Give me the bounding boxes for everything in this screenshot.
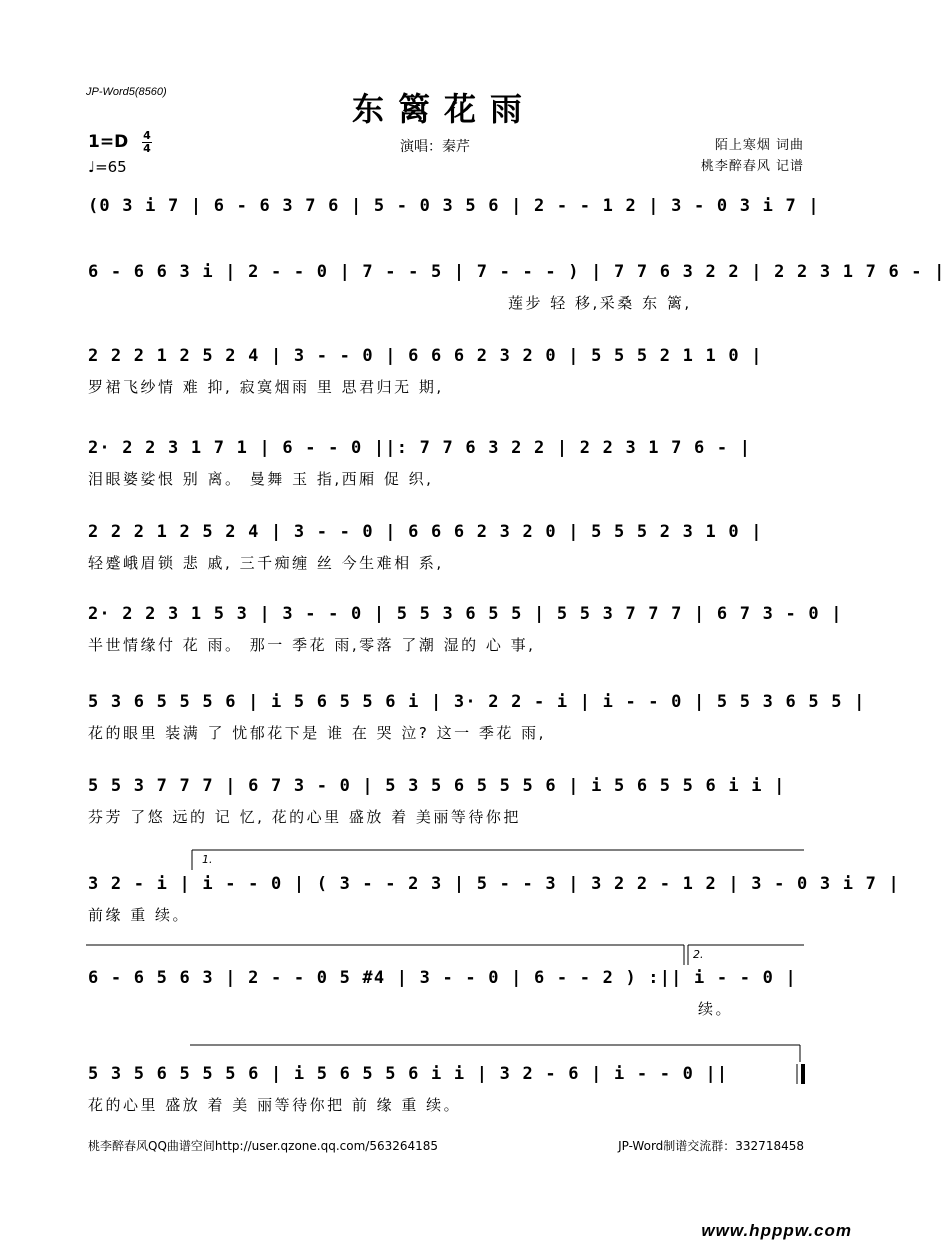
music-line-6: 2· 2 2 3 1 5 3 | 3 - - 0 | 5 5 3 6 5 5 | 5 5 3 7 7 7 | 6 7 3 - 0 | xyxy=(88,604,843,624)
lyric-line-5: 轻蹙峨眉锁 悲 戚, 三千痴缠 丝 今生难相 系, xyxy=(88,554,444,572)
key-signature: 1=D xyxy=(88,132,129,152)
watermark: www.hpppw.com xyxy=(701,1221,852,1240)
lyric-line-3: 罗裙飞纱情 难 抑, 寂寞烟雨 里 思君归无 期, xyxy=(88,378,444,396)
music-line-5: 2 2 2 1 2 5 2 4 | 3 - - 0 | 6 6 6 2 3 2 0 | 5 5 5 2 3 1 0 | xyxy=(88,522,763,542)
lyric-line-10: 续。 xyxy=(698,1000,734,1018)
music-line-10: 6 - 6 5 6 3 | 2 - - 0 5 #4 | 3 - - 0 | 6 - - 2 ) :|| i - - 0 | xyxy=(88,968,797,988)
footer-right: JP-Word制谱交流群：332718458 xyxy=(618,1139,804,1153)
meter-bottom: 4 xyxy=(143,142,151,155)
music-line-3: 2 2 2 1 2 5 2 4 | 3 - - 0 | 6 6 6 2 3 2 0 | 5 5 5 2 1 1 0 | xyxy=(88,346,763,366)
lyric-line-2: 莲步 轻 移,采桑 东 篱, xyxy=(508,294,692,312)
lyric-line-11: 花的心里 盛放 着 美 丽等待你把 前 缘 重 续。 xyxy=(88,1096,462,1114)
music-line-9: 3 2 - i | i - - 0 | ( 3 - - 2 3 | 5 - - 3 | 3 2 2 - 1 2 | 3 - 0 3 i 7 | xyxy=(88,874,900,894)
transcriber-credit: 桃李醉春风 记谱 xyxy=(700,159,804,174)
lyric-line-7: 花的眼里 装满 了 忧郁花下是 谁 在 哭 泣? 这一 季花 雨, xyxy=(88,724,546,742)
footer-left: 桃李醉春风QQ曲谱空间http://user.qzone.qq.com/563264185 xyxy=(88,1139,439,1153)
music-line-1: (0 3 i 7 | 6 - 6 3 7 6 | 5 - 0 3 5 6 | 2 - - 1 2 | 3 - 0 3 i 7 | xyxy=(88,196,820,216)
meter-top: 4 xyxy=(143,129,151,142)
song-title: 东篱花雨 xyxy=(351,90,536,128)
software-label: JP-Word5(8560) xyxy=(86,86,167,98)
volta-first-label: 1. xyxy=(202,853,213,866)
final-barline-thick xyxy=(801,1064,805,1084)
lyricist-composer-credit: 陌上寒烟 词曲 xyxy=(714,138,804,153)
tempo-marking: ♩=65 xyxy=(88,158,127,176)
music-line-8: 5 5 3 7 7 7 | 6 7 3 - 0 | 5 3 5 6 5 5 5 6 | i 5 6 5 5 6 i i | xyxy=(88,776,786,796)
music-line-2: 6 - 6 6 3 i | 2 - - 0 | 7 - - 5 | 7 - - - ) | 7 7 6 3 2 2 | 2 2 3 1 7 6 - | xyxy=(88,262,946,282)
music-line-4: 2· 2 2 3 1 7 1 | 6 - - 0 ||: 7 7 6 3 2 2 | 2 2 3 1 7 6 - | xyxy=(88,438,752,458)
lyric-line-6: 半世情缘付 花 雨。 那一 季花 雨,零落 了潮 湿的 心 事, xyxy=(88,636,536,654)
lyric-line-9: 前缘 重 续。 xyxy=(88,906,191,924)
music-line-11: 5 3 5 6 5 5 5 6 | i 5 6 5 5 6 i i | 3 2 - 6 | i - - 0 || xyxy=(88,1064,729,1084)
singer-credit: 演唱：秦芹 xyxy=(400,139,470,155)
lyric-line-4: 泪眼婆娑恨 别 离。 曼舞 玉 指,西厢 促 织, xyxy=(88,470,434,488)
lyric-line-8: 芬芳 了悠 远的 记 忆, 花的心里 盛放 着 美丽等待你把 xyxy=(88,808,521,826)
volta-second-label: 2. xyxy=(693,948,704,961)
music-line-7: 5 3 6 5 5 5 6 | i 5 6 5 5 6 i | 3· 2 2 - i | i - - 0 | 5 5 3 6 5 5 | xyxy=(88,692,866,712)
